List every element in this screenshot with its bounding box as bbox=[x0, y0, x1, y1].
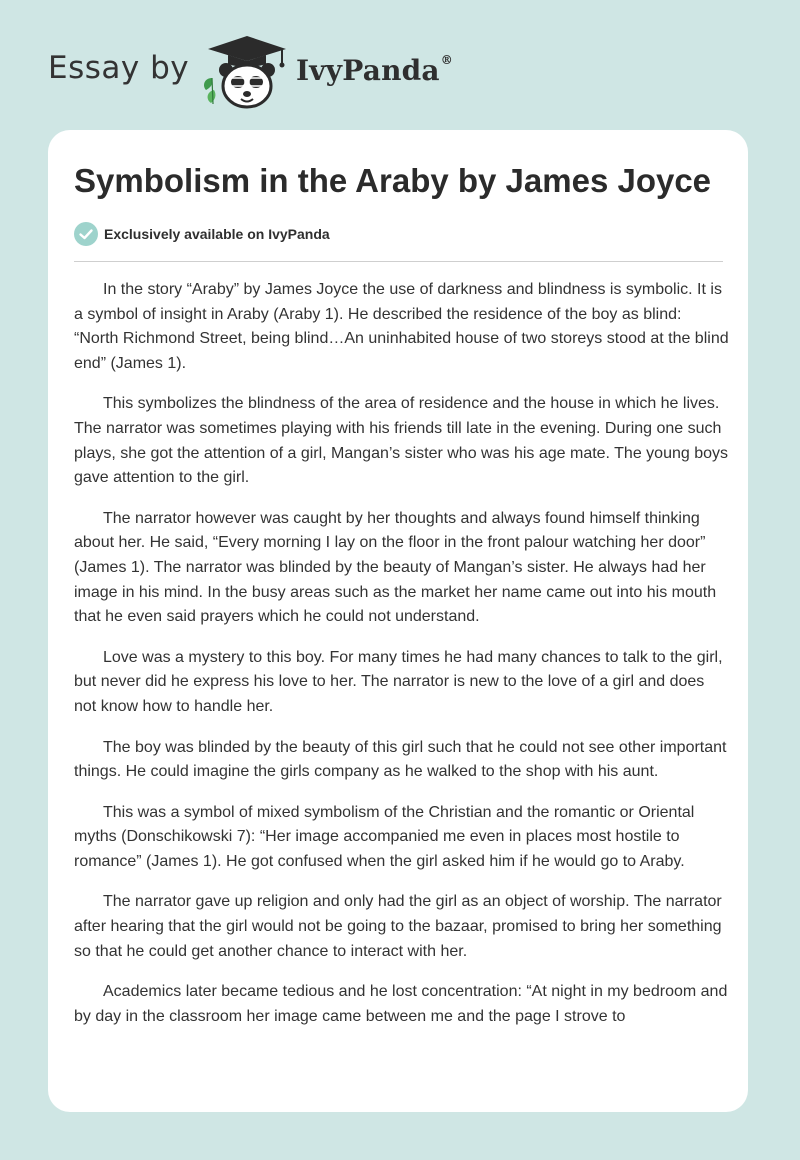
paragraph: Academics later became tedious and he lost concentration: “At night in my bedroom and by day in the classroom her image came between me and the page I strove to bbox=[74, 983, 728, 1025]
paragraph: Love was a mystery to this boy. For many times he had many chances to talk to the girl, but never did he express his love to her. The narrator is new to the love of a girl and does not know how to handle her. bbox=[74, 648, 723, 715]
brand-name-text: IvyPanda bbox=[296, 54, 440, 87]
paragraph: In the story “Araby” by James Joyce the use of darkness and blindness is symbolic. It is a symbol of insight in Araby (Araby 1). He described the residence of the boy as blind: “North Richmond Street, being blind…An uninhabited house of two storeys stood at the blind end” (James 1). bbox=[74, 281, 729, 372]
title-divider bbox=[74, 261, 723, 262]
graduation-cap-icon bbox=[208, 36, 286, 68]
check-circle-icon bbox=[74, 222, 98, 246]
page-title: Symbolism in the Araby by James Joyce bbox=[74, 162, 712, 199]
registered-mark: ® bbox=[440, 52, 453, 67]
panda-logo-icon[interactable] bbox=[200, 34, 294, 110]
exclusive-badge bbox=[74, 222, 330, 246]
site-header bbox=[0, 0, 800, 128]
paragraph: This symbolizes the blindness of the area of residence and the house in which he lives. The narrator was sometimes playing with his friends till late in the evening. During one such plays, she got the attention of a girl, Mangan’s sister who was his age mate. The young boys gave attention to the girl. bbox=[74, 395, 729, 487]
paragraph: The narrator gave up religion and only had the girl as an object of worship. The narrator after hearing that the girl would not be going to the bazaar, promised to bring her something so that he could get another chance to interact with her. bbox=[74, 893, 722, 960]
panda-head-icon bbox=[219, 63, 275, 107]
exclusive-badge-label: Exclusively available on IvyPanda bbox=[104, 226, 330, 242]
essay-card bbox=[48, 130, 748, 1112]
essay-by-label: Essay by bbox=[48, 50, 190, 86]
brand-name[interactable] bbox=[296, 54, 453, 87]
paragraph: The boy was blinded by the beauty of this girl such that he could not see other important things. He could imagine the girls company as he walked to the shop with his aunt. bbox=[74, 738, 727, 781]
ivy-leaf-icon bbox=[204, 78, 215, 104]
paragraph: The narrator however was caught by her thoughts and always found himself thinking about her. He said, “Every morning I lay on the floor in the front palour watching her door” (James 1). The narrator was blinded by the beauty of Mangan’s sister. He always had her image in his mind. In the busy areas such as the market her name came out into his mouth that he even said prayers which he could not understand. bbox=[74, 509, 717, 626]
essay-body bbox=[74, 278, 730, 1045]
paragraph: This was a symbol of mixed symbolism of the Christian and the romantic or Oriental myths (Donschikowski 7): “Her image accompanied me even in places most hostile to romance” (James 1). He got confused when the girl asked him if he would go to Araby. bbox=[74, 803, 695, 870]
